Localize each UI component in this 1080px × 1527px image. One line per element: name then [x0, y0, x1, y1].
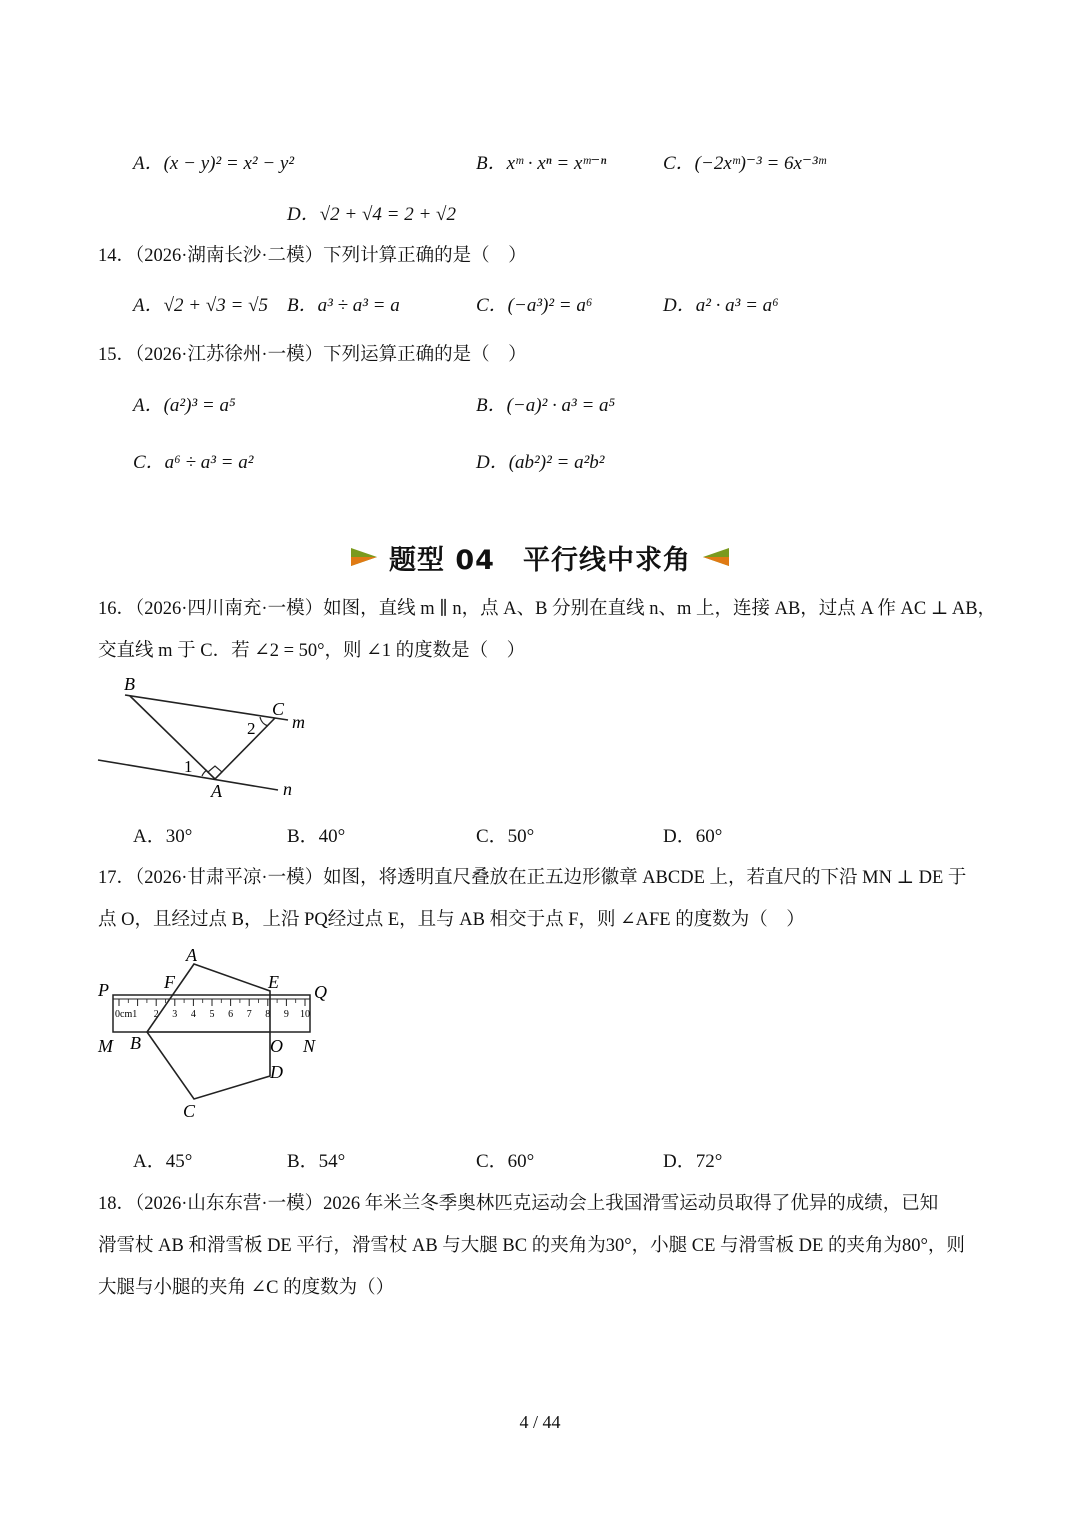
label-m: m	[292, 712, 305, 732]
segment-ab	[130, 696, 215, 779]
ruler-tick-label: 2	[153, 1009, 159, 1020]
q13-option-c: C．(−2xᵐ)⁻³ = 6x⁻³ᵐ	[663, 153, 826, 174]
label-n: n	[283, 779, 292, 799]
q17-figure	[90, 946, 340, 1126]
section-title: 题型 04 平行线中求角	[389, 544, 691, 576]
label-n: N	[303, 1036, 316, 1056]
q16-stem-line1: 16．（2026·四川南充·一模）如图，直线 m ∥ n，点 A、B 分别在直线 n、m 上，连接 AB，过点 A 作 AC ⊥ AB，	[98, 599, 997, 619]
ruler-tick-label: 0cm1	[115, 1009, 138, 1020]
q16-option-a: A．30°	[133, 826, 193, 847]
ruler-tick-label: 7	[246, 1009, 252, 1020]
q18-stem-line1: 18．（2026·山东东营·一模）2026 年米兰冬季奥林匹克运动会上我国滑雪运动员取得了优异的成绩，已知	[98, 1194, 939, 1214]
angle-2-arc	[260, 717, 268, 726]
label-o: O	[270, 1036, 283, 1056]
label-d: D	[270, 1062, 283, 1082]
section-header	[0, 534, 1080, 580]
label-c: C	[183, 1101, 196, 1121]
page-number: 4 / 44	[519, 1412, 561, 1432]
ruler-tick-label: 9	[283, 1009, 289, 1020]
label-a: A	[211, 781, 222, 801]
q17-option-c: C．60°	[476, 1151, 535, 1172]
label-p: P	[98, 980, 109, 1000]
ruler-tick-label: 5	[209, 1009, 215, 1020]
right-angle-mark	[208, 766, 222, 779]
q14-option-d: D．a² · a³ = a⁶	[663, 295, 779, 316]
q15-option-d: D．(ab²)² = a²b²	[476, 452, 605, 473]
label-f: F	[164, 972, 175, 992]
q13-option-a: A．(x − y)² = x² − y²	[133, 153, 295, 174]
line-m	[125, 695, 288, 720]
q14-stem: 14．（2026·湖南长沙·二模）下列计算正确的是（ ）	[98, 246, 527, 266]
label-angle-1: 1	[184, 757, 193, 776]
q14-option-b: B．a³ ÷ a³ = a	[287, 295, 400, 316]
segment-ac	[215, 718, 275, 779]
ruler-tick-label: 6	[228, 1009, 234, 1020]
label-b: B	[124, 674, 135, 694]
q17-stem-line1: 17．（2026·甘肃平凉·一模）如图，将透明直尺叠放在正五边形徽章 ABCDE 上，若直尺的下沿 MN ⊥ DE 于	[98, 868, 967, 888]
q16-figure	[90, 670, 340, 805]
q13-option-b: B．xᵐ · xⁿ = xᵐ⁻ⁿ	[476, 153, 607, 174]
q16-option-c: C．50°	[476, 826, 535, 847]
q17-option-a: A．45°	[133, 1151, 193, 1172]
ruler-ticks	[119, 999, 305, 1006]
q18-stem-line2: 滑雪杖 AB 和滑雪板 DE 平行，滑雪杖 AB 与大腿 BC 的夹角为30°，小腿 CE 与滑雪板 DE 的夹角为80°，则	[98, 1236, 965, 1256]
q14-option-a: A．√2 + √3 = √5	[133, 295, 269, 316]
ruler-tick-labels	[115, 1009, 310, 1020]
label-q: Q	[314, 982, 327, 1002]
q13-option-d: D．√2 + √4 = 2 + √2	[287, 204, 456, 225]
label-m: M	[98, 1036, 113, 1056]
label-b: B	[130, 1033, 141, 1053]
label-a: A	[186, 946, 197, 965]
angle-1-arc	[202, 770, 207, 776]
q14-option-c: C．(−a³)² = a⁶	[476, 295, 593, 316]
q18-stem-line3: 大腿与小腿的夹角 ∠C 的度数为（）	[98, 1278, 395, 1298]
label-e: E	[268, 972, 279, 992]
ruler-tick-label: 4	[190, 1009, 196, 1020]
q17-option-d: D．72°	[663, 1151, 723, 1172]
q17-option-b: B．54°	[287, 1151, 346, 1172]
ruler-tick-label: 8	[265, 1009, 271, 1020]
label-c: C	[272, 699, 285, 719]
ruler-tick-label: 3	[172, 1009, 178, 1020]
q16-option-b: B．40°	[287, 826, 346, 847]
q15-stem: 15．（2026·江苏徐州·一模）下列运算正确的是（ ）	[98, 345, 527, 365]
q15-option-b: B．(−a)² · a³ = a⁵	[476, 395, 616, 416]
label-angle-2: 2	[247, 719, 256, 738]
q15-option-a: A．(a²)³ = a⁵	[133, 395, 236, 416]
q16-option-d: D．60°	[663, 826, 723, 847]
left-arrow-icon	[701, 546, 731, 568]
q17-stem-line2: 点 O，且经过点 B，上沿 PQ经过点 E，且与 AB 相交于点 F，则 ∠AFE 的度数为（ ）	[98, 910, 805, 930]
right-arrow-icon	[349, 546, 379, 568]
q15-option-c: C．a⁶ ÷ a³ = a²	[133, 452, 254, 473]
ruler-tick-label: 10	[300, 1009, 310, 1020]
q16-stem-line2: 交直线 m 于 C．若 ∠2 = 50°，则 ∠1 的度数是（ ）	[98, 641, 526, 661]
